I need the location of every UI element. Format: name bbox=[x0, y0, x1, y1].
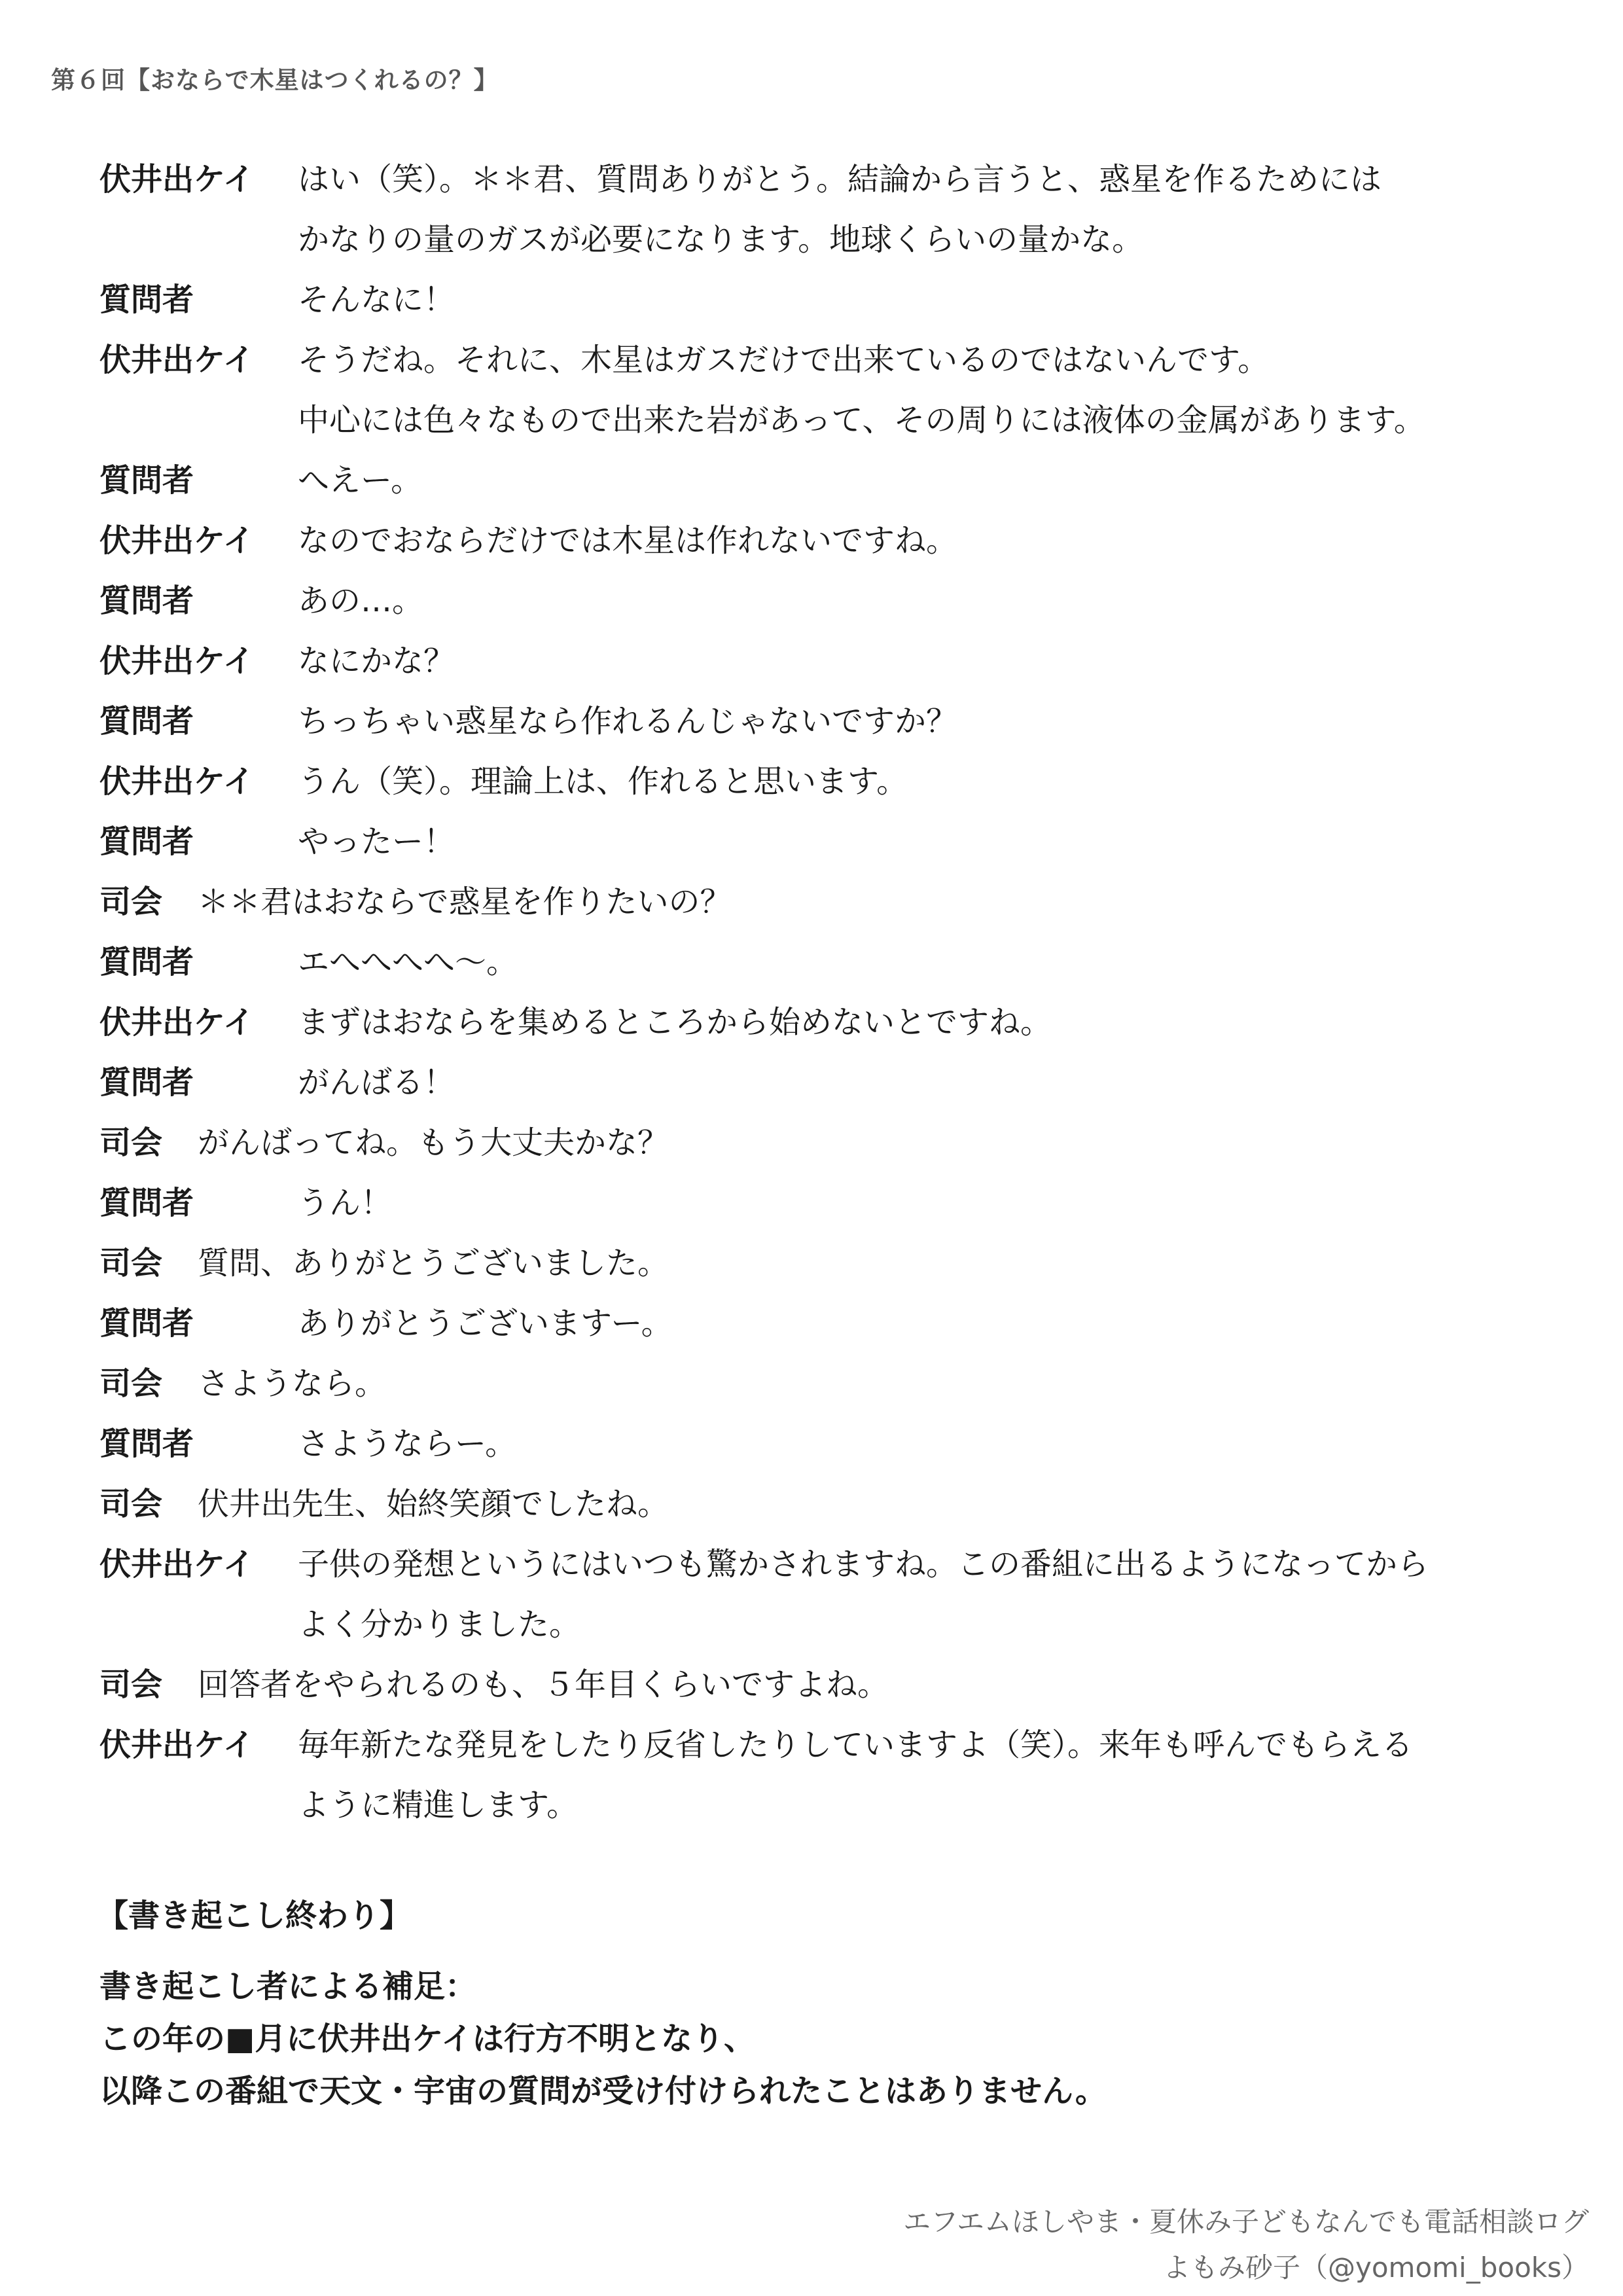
utterance-line: ＊＊君はおならで惑星を作りたいの？ bbox=[198, 884, 732, 920]
speaker-name: 司会 bbox=[99, 1365, 163, 1402]
utterance-line: よく分かりました。 bbox=[298, 1606, 581, 1643]
dialogue-entry bbox=[99, 872, 1507, 932]
speaker-name: 質問者 bbox=[99, 1426, 194, 1462]
dialogue-entry bbox=[99, 571, 1507, 631]
utterance-line: ありがとうございますー。 bbox=[298, 1305, 673, 1342]
speaker-name: 質問者 bbox=[99, 823, 194, 860]
speaker-name: 質問者 bbox=[99, 1305, 194, 1342]
utterance-line: そんなに！ bbox=[298, 281, 455, 318]
utterance bbox=[298, 450, 422, 511]
utterance-line: 伏井出先生、始終笑顔でしたね。 bbox=[198, 1486, 669, 1522]
utterance-line: 中心には色々なもので出来た岩があって、その周りには液体の金属があります。 bbox=[298, 402, 1425, 439]
utterance bbox=[198, 1354, 386, 1414]
speaker-name: 質問者 bbox=[99, 703, 194, 740]
utterance-line: エへへへへ〜。 bbox=[298, 944, 518, 980]
utterance-line: ちっちゃい惑星なら作れるんじゃないですか？ bbox=[298, 703, 958, 740]
dialogue-entry bbox=[99, 932, 1507, 992]
utterance-line: がんばる！ bbox=[298, 1064, 455, 1101]
utterance-line: さようなら。 bbox=[198, 1365, 387, 1402]
dialogue-entry bbox=[99, 1534, 1507, 1655]
dialogue-entry bbox=[99, 812, 1507, 872]
dialogue-entry bbox=[99, 1233, 1507, 1293]
utterance-line: さようならー。 bbox=[298, 1426, 517, 1462]
dialogue-entry bbox=[99, 1655, 1507, 1715]
dialogue-entry bbox=[99, 330, 1507, 450]
utterance bbox=[298, 691, 957, 751]
dialogue-entry bbox=[99, 1293, 1507, 1354]
dialogue-entry bbox=[99, 270, 1507, 330]
speaker-name: 質問者 bbox=[99, 281, 194, 318]
speaker-name: 伏井出ケイ bbox=[99, 522, 255, 559]
dialogue-entry bbox=[99, 691, 1507, 751]
dialogue-entry bbox=[99, 1052, 1507, 1113]
utterance bbox=[298, 330, 1425, 450]
utterance bbox=[298, 1052, 455, 1113]
utterance-line: 子供の発想というにはいつも驚かされますね。この番組に出るようになってから bbox=[298, 1546, 1429, 1583]
speaker-name: 伏井出ケイ bbox=[99, 1727, 255, 1763]
utterance bbox=[298, 631, 455, 691]
utterance bbox=[298, 270, 455, 330]
dialogue-entry bbox=[99, 1113, 1507, 1173]
footer-source: エフエムほしやま・夏休み子どもなんでも電話相談ログ bbox=[903, 2206, 1589, 2238]
utterance bbox=[298, 1414, 516, 1474]
note-line: この年の■月に伏井出ケイは行方不明となり、 bbox=[99, 2020, 755, 2057]
dialogue-entry bbox=[99, 1474, 1507, 1534]
speaker-name: 司会 bbox=[99, 1666, 163, 1703]
note-line: 以降この番組で天文・宇宙の質問が受け付けられたことはありません。 bbox=[99, 2073, 1107, 2109]
utterance-line: まずはおならを集めるところから始めないとですね。 bbox=[298, 1004, 1052, 1041]
utterance bbox=[298, 571, 423, 631]
transcript-end-mark: 【書き起こし終わり】 bbox=[97, 1897, 412, 1934]
footer-author: よもみ砂子（@yomomi_books） bbox=[1162, 2251, 1589, 2284]
speaker-name: 司会 bbox=[99, 1486, 163, 1522]
utterance-line: うん（笑）。理論上は、作れると思います。 bbox=[298, 763, 908, 800]
utterance-line: うん！ bbox=[298, 1185, 393, 1221]
dialogue-entry bbox=[99, 631, 1507, 691]
utterance-line: はい（笑）。＊＊君、質問ありがとう。結論から言うと、惑星を作るためには bbox=[298, 161, 1382, 198]
utterance-line: あの…。 bbox=[298, 583, 424, 619]
utterance-line: がんばってね。もう大丈夫かな？ bbox=[198, 1124, 669, 1161]
speaker-name: 伏井出ケイ bbox=[99, 1004, 255, 1041]
speaker-name: 伏井出ケイ bbox=[99, 1546, 255, 1583]
utterance-line: 毎年新たな発見をしたり反省したりしていますよ（笑）。来年も呼んでもらえる bbox=[298, 1727, 1414, 1763]
speaker-name: 質問者 bbox=[99, 944, 194, 980]
dialogue-entry bbox=[99, 511, 1507, 571]
dialogue-entry bbox=[99, 1414, 1507, 1474]
utterance bbox=[298, 812, 455, 872]
dialogue-entry bbox=[99, 149, 1507, 270]
utterance-line: なのでおならだけでは木星は作れないですね。 bbox=[298, 522, 958, 559]
utterance bbox=[298, 1534, 1429, 1655]
dialogue-entry bbox=[99, 992, 1507, 1052]
utterance bbox=[298, 1293, 673, 1354]
footer bbox=[903, 2199, 1589, 2291]
utterance bbox=[298, 149, 1382, 270]
speaker-name: 質問者 bbox=[99, 583, 194, 619]
speaker-name: 伏井出ケイ bbox=[99, 342, 255, 378]
utterance bbox=[198, 1655, 889, 1715]
utterance-line: 回答者をやられるのも、５年目くらいですよね。 bbox=[198, 1666, 889, 1703]
utterance-line: ように精進します。 bbox=[298, 1787, 579, 1823]
utterance bbox=[198, 872, 732, 932]
speaker-name: 司会 bbox=[99, 1124, 163, 1161]
utterance bbox=[198, 1113, 669, 1173]
utterance bbox=[198, 1474, 669, 1534]
speaker-name: 質問者 bbox=[99, 1064, 194, 1101]
utterance bbox=[298, 1715, 1413, 1835]
page-title: 第６回【おならで木星はつくれるの？】 bbox=[51, 66, 499, 94]
utterance bbox=[298, 511, 957, 571]
speaker-name: 伏井出ケイ bbox=[99, 643, 255, 679]
dialogue-entry bbox=[99, 450, 1507, 511]
utterance-line: 質問、ありがとうございました。 bbox=[198, 1245, 669, 1282]
speaker-name: 質問者 bbox=[99, 1185, 194, 1221]
speaker-name: 司会 bbox=[99, 1245, 163, 1282]
speaker-name: 伏井出ケイ bbox=[99, 763, 255, 800]
dialogue-entry bbox=[99, 1354, 1507, 1414]
utterance-line: かなりの量のガスが必要になります。地球くらいの量かな。 bbox=[298, 221, 1144, 258]
utterance-line: やったー！ bbox=[298, 823, 455, 860]
utterance bbox=[198, 1233, 669, 1293]
utterance-line: なにかな？ bbox=[298, 643, 455, 679]
speaker-name: 伏井出ケイ bbox=[99, 161, 255, 198]
transcript bbox=[99, 149, 1507, 1835]
utterance bbox=[298, 992, 1052, 1052]
note-line: 書き起こし者による補足： bbox=[99, 1968, 477, 2005]
dialogue-entry bbox=[99, 1715, 1507, 1835]
utterance-line: へえー。 bbox=[298, 462, 423, 499]
transcriber-note bbox=[99, 1960, 1107, 2117]
utterance bbox=[298, 1173, 392, 1233]
utterance bbox=[298, 751, 908, 812]
utterance-line: そうだね。それに、木星はガスだけで出来ているのではないんです。 bbox=[298, 342, 1270, 378]
speaker-name: 司会 bbox=[99, 884, 163, 920]
dialogue-entry bbox=[99, 751, 1507, 812]
speaker-name: 質問者 bbox=[99, 462, 194, 499]
dialogue-entry bbox=[99, 1173, 1507, 1233]
utterance bbox=[298, 932, 518, 992]
